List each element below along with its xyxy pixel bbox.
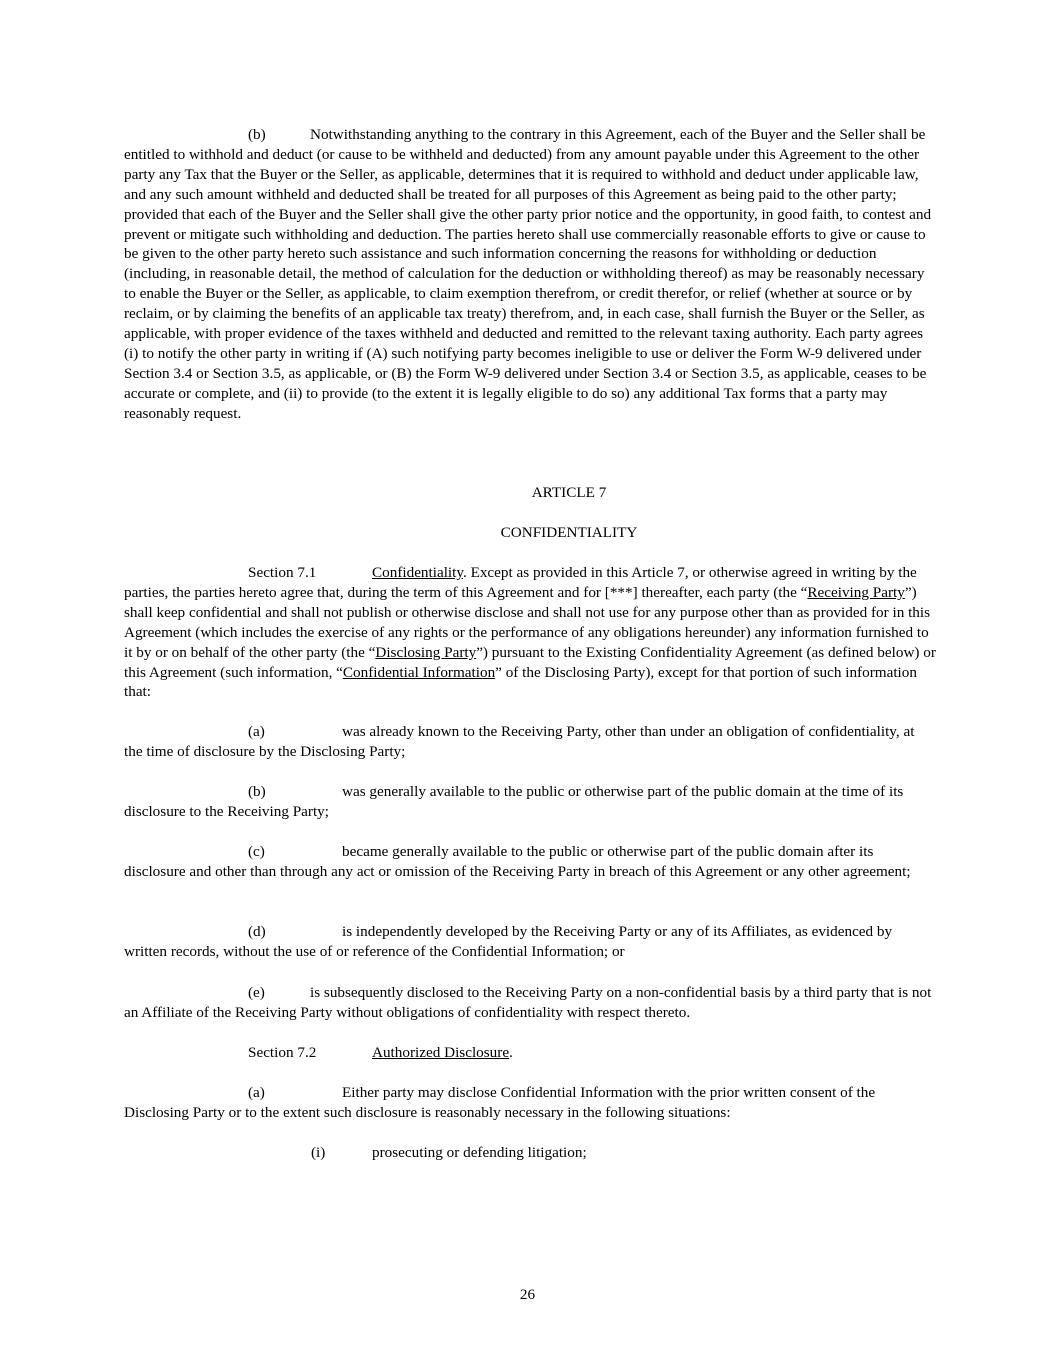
paragraph-b-withholding	[124, 125, 936, 424]
exception-b	[124, 782, 936, 822]
section-heading: Authorized Disclosure	[372, 1044, 510, 1061]
exception-label: (c)	[248, 843, 265, 860]
exception-label: (a)	[248, 723, 265, 740]
exception-text: became generally available to the public or otherwise part of the public domain after its disclosure and other than through any act or omission of the Receiving Party in breach of this Agreement or any other agreement;	[124, 843, 911, 880]
exception-d	[124, 922, 936, 962]
item-i	[124, 1143, 936, 1163]
exception-e	[124, 983, 936, 1023]
exception-a	[124, 722, 936, 762]
exception-c	[124, 842, 936, 882]
section-7-2-heading	[124, 1043, 936, 1063]
defined-term-receiving-party: Receiving Party	[807, 583, 905, 601]
exception-text: is independently developed by the Receiving Party or any of its Affiliates, as evidenced by written records, without the use of or reference of the Confidential Information; or	[124, 923, 893, 960]
section-text-1: . Except as provided in this Article 7, or otherwise agreed in writing by the parties, the parties hereto agree that, during the term of this Agreement and for [***] thereafter, each party (the “	[124, 564, 917, 601]
section-label: Section 7.2	[248, 1044, 317, 1061]
paragraph-label: (b)	[248, 126, 266, 143]
section-label: Section 7.1	[248, 564, 317, 581]
section-heading-tail: .	[509, 1044, 513, 1061]
section-heading: Confidentiality	[372, 564, 463, 581]
section-text-3: ”) pursuant to the Existing Confidentiality Agreement (as defined below) or this Agreement (such information, “	[124, 643, 936, 681]
page-number: 26	[519, 1286, 536, 1303]
defined-term-confidential-information: Confidential Information	[342, 663, 496, 681]
exception-label: (d)	[248, 923, 266, 940]
section-text-2: ”) shall keep confidential and shall not publish or otherwise disclose and shall not use for any purpose other than as provided for in this Agreement (which includes the exercise of any rights or the performance of any obligations hereunder) any information furnished to it by or on behalf of the other party (the “	[124, 583, 931, 661]
exception-text: was generally available to the public or otherwise part of the public domain at the time of its disclosure to the Receiving Party;	[124, 783, 904, 820]
item-text: prosecuting or defending litigation;	[372, 1144, 587, 1161]
paragraph-text: Notwithstanding anything to the contrary in this Agreement, each of the Buyer and the Seller shall be entitled to withhold and deduct (or cause to be withheld and deducted) from any amount payable under this Agreement to the other party any Tax that the Buyer or the Seller, as applicable, determines that it is required to withhold and deduct under applicable law, and any such amount withheld and deducted shall be treated for all purposes of this Agreement as being paid to the other party; provided that each of the Buyer and the Seller shall give the other party prior notice and the opportunity, in good faith, to contest and prevent or mitigate such withholding and deduction. The parties hereto shall use commercially reasonable efforts to give or cause to be given to the other party hereto such assistance and such information concerning the reasons for withholding or deduction (including, in reasonable detail, the method of calculation for the deduction or withholding thereof) as may be reasonably necessary to enable the Buyer or the Seller, as applicable, to claim exemption therefrom, or credit therefor, or relief (whether at source or by reclaim, or by claiming the benefits of an applicable tax treaty) therefrom, and, in each case, shall furnish the Buyer or the Seller, as applicable, with proper evidence of the taxes withheld and deducted and remitted to the relevant taxing authority. Each party agrees (i) to notify the other party in writing if (A) such notifying party becomes ineligible to use or deliver the Form W-9 delivered under Section 3.4 or Section 3.5, as applicable, or (B) the Form W-9 delivered under Section 3.4 or Section 3.5, as applicable, ceases to be accurate or complete, and (ii) to provide (to the extent it is legally eligible to do so) any additional Tax forms that a party may reasonably request.	[124, 126, 932, 422]
paragraph-label: (a)	[248, 1084, 265, 1101]
paragraph-text: Either party may disclose Confidential Information with the prior written consent of the Disclosing Party or to the extent such disclosure is reasonably necessary in the following situations:	[124, 1084, 876, 1121]
section-text-4: ” of the Disclosing Party), except for that portion of such information that:	[124, 663, 917, 701]
exception-label: (b)	[248, 783, 266, 800]
section-7-1-paragraph	[124, 563, 936, 702]
article-title: CONFIDENTIALITY	[500, 524, 638, 541]
exception-label: (e)	[248, 984, 265, 1001]
exception-text: is subsequently disclosed to the Receiving Party on a non-confidential basis by a third party that is not an Affiliate of the Receiving Party without obligations of confidentiality with respect thereto.	[124, 984, 932, 1021]
article-number: ARTICLE 7	[531, 484, 607, 501]
item-label: (i)	[311, 1144, 326, 1161]
section-7-2-a	[124, 1083, 936, 1123]
defined-term-disclosing-party: Disclosing Party	[375, 643, 477, 661]
exception-text: was already known to the Receiving Party, other than under an obligation of confidentiality, at the time of disclosure by the Disclosing Party;	[124, 723, 915, 760]
